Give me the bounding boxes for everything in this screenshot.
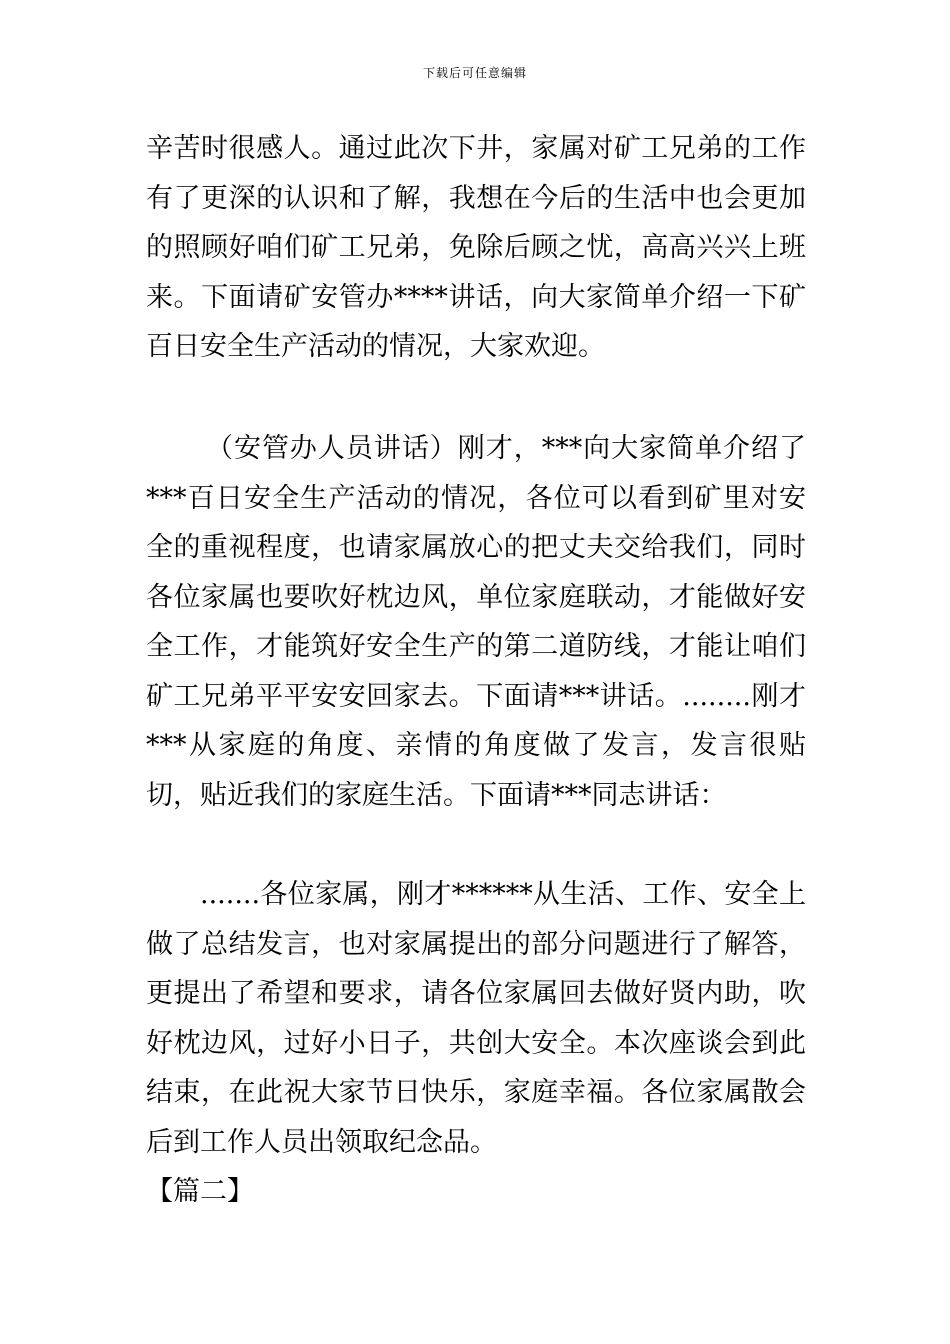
paragraph-1: 辛苦时很感人。通过此次下井，家属对矿工兄弟的工作有了更深的认识和了解，我想在今后的生活中也会更加的照顾好咱们矿工兄弟，免除后顾之忧，高高兴兴上班来。下面请矿安管办****讲话，向大家简单介绍一下矿百日安全生产活动的情况，大家欢迎。 bbox=[146, 133, 806, 362]
paragraph-3: .......各位家属，刚才******从生活、工作、安全上做了总结发言，也对家属提出的部分问题进行了解答，更提出了希望和要求，请各位家属回去做好贤内助，吹好枕边风，过好小日子，共创大安全。本次座谈会到此结束，在此祝大家节日快乐，家庭幸福。各位家属散会后到工作人员出领取纪念品。 bbox=[146, 879, 806, 1158]
header-note: 下载后可任意编辑 bbox=[422, 66, 527, 80]
paragraph-2: （安管办人员讲话）刚才，***向大家简单介绍了***百日安全生产活动的情况，各位可以看到矿里对安全的重视程度，也请家属放心的把丈夫交给我们，同时各位家属也要吹好枕边风，单位家庭联动，才能做好安全工作，才能筑好安全生产的第二道防线，才能让咱们矿工兄弟平平安安回家去。下面请***讲话。........刚才***从家庭的角度、亲情的角度做了发言，发言很贴切，贴近我们的家庭生活。下面请***同志讲话： bbox=[146, 433, 806, 811]
section-heading: 【篇二】 bbox=[146, 1176, 254, 1207]
